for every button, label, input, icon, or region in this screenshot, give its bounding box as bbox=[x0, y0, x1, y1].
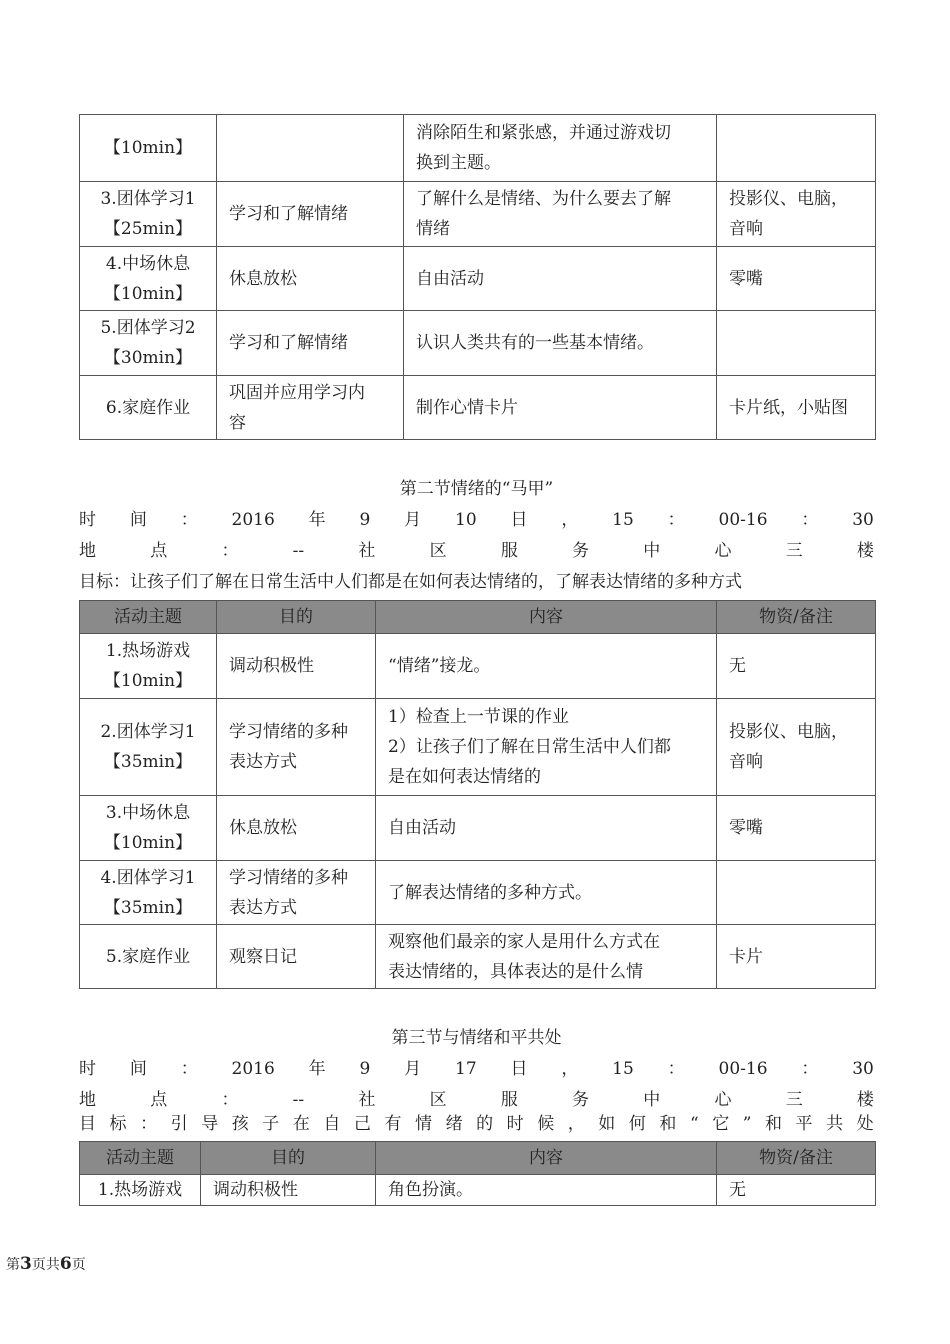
table-row bbox=[80, 861, 876, 925]
info-token: 年 bbox=[308, 1059, 326, 1079]
footer-middle: 页共 bbox=[31, 1257, 60, 1273]
info-token: 标 bbox=[109, 1114, 127, 1134]
purpose-cell bbox=[217, 182, 404, 247]
content-cell-line: 表达情绪的，具体表达的是什么情 bbox=[388, 961, 643, 982]
notes-cell-line: 卡片 bbox=[729, 946, 763, 967]
content-cell bbox=[376, 796, 717, 861]
info-token: 绪 bbox=[445, 1114, 463, 1134]
info-token: 中 bbox=[643, 541, 661, 561]
column-header: 物资/备注 bbox=[717, 601, 876, 634]
info-token: 何 bbox=[628, 1114, 646, 1134]
theme-cell bbox=[80, 861, 217, 925]
purpose-cell-line: 学习和了解情绪 bbox=[229, 333, 348, 353]
column-header: 内容 bbox=[376, 601, 717, 634]
column-header: 活动主题 bbox=[80, 1142, 201, 1175]
section2-place bbox=[79, 540, 874, 562]
purpose-cell-line: 学习情绪的多种 bbox=[229, 867, 348, 888]
section3-goal bbox=[79, 1113, 874, 1135]
theme-cell bbox=[80, 182, 217, 247]
content-cell-line: 观察他们最亲的家人是用什么方式在 bbox=[388, 931, 660, 952]
info-token: 和 bbox=[659, 1114, 677, 1134]
info-token: 有 bbox=[384, 1114, 402, 1134]
table-row bbox=[80, 634, 876, 699]
info-token: 三 bbox=[785, 1090, 803, 1110]
notes-cell bbox=[717, 115, 876, 182]
purpose-cell-line: 休息放松 bbox=[229, 268, 297, 289]
info-token: ” bbox=[742, 1114, 752, 1134]
info-token: 间 bbox=[129, 1059, 147, 1079]
content-cell-line: 自由活动 bbox=[416, 268, 484, 289]
info-token: 区 bbox=[429, 541, 447, 561]
info-token: 自 bbox=[323, 1114, 341, 1134]
content-cell-line: 自由活动 bbox=[388, 818, 456, 838]
info-token: ： bbox=[221, 541, 239, 561]
purpose-cell bbox=[217, 376, 404, 440]
notes-cell bbox=[717, 796, 876, 861]
notes-cell-line: 卡片纸，小贴图 bbox=[729, 397, 848, 418]
content-cell-line: 消除陌生和紧张感，并通过游戏切 bbox=[416, 123, 671, 143]
theme-cell bbox=[80, 115, 217, 182]
info-token: 2016 bbox=[231, 1059, 275, 1079]
info-token: 子 bbox=[262, 1114, 280, 1134]
content-cell-line: “情绪”接龙。 bbox=[388, 656, 491, 676]
theme-cell-line: 6.家庭作业 bbox=[105, 397, 191, 418]
info-token: ： bbox=[180, 510, 198, 530]
column-header: 目的 bbox=[217, 601, 376, 634]
theme-cell-line: 【10min】 bbox=[103, 138, 193, 158]
info-token: ， bbox=[567, 1114, 585, 1134]
notes-cell-line: 投影仪、电脑， bbox=[729, 189, 848, 209]
purpose-cell-line: 巩固并应用学习内 bbox=[229, 382, 365, 403]
column-header: 内容 bbox=[376, 1142, 717, 1175]
purpose-cell bbox=[217, 247, 404, 311]
theme-cell-line: 1.热场游戏 bbox=[97, 1180, 183, 1200]
info-token: 00-16 bbox=[718, 510, 768, 530]
theme-cell-line: 【30min】 bbox=[103, 348, 193, 368]
content-cell bbox=[376, 925, 717, 989]
info-token: 楼 bbox=[856, 541, 874, 561]
info-token: 00-16 bbox=[718, 1059, 768, 1079]
theme-cell-line: 【35min】 bbox=[103, 752, 193, 772]
table-row bbox=[80, 376, 876, 440]
info-token: 30 bbox=[852, 510, 874, 530]
table-row bbox=[80, 1175, 876, 1206]
info-token: 10 bbox=[455, 510, 477, 530]
info-token: 月 bbox=[404, 510, 422, 530]
content-cell-line: 1）检查上一节课的作业 bbox=[388, 707, 569, 727]
info-token: 己 bbox=[353, 1114, 371, 1134]
theme-cell-line: 【10min】 bbox=[103, 671, 193, 691]
info-token: ： bbox=[667, 510, 685, 530]
column-header: 物资/备注 bbox=[717, 1142, 876, 1175]
theme-cell bbox=[80, 634, 217, 699]
theme-cell-line: 3.团体学习1 bbox=[100, 189, 196, 209]
info-token: 时 bbox=[506, 1114, 524, 1134]
table-row bbox=[80, 115, 876, 182]
info-token: 15 bbox=[612, 1059, 634, 1079]
info-token: ： bbox=[667, 1059, 685, 1079]
table-header bbox=[80, 601, 876, 634]
theme-cell bbox=[80, 1175, 201, 1206]
notes-cell-line: 投影仪、电脑， bbox=[729, 722, 848, 742]
purpose-cell bbox=[201, 1175, 376, 1206]
footer-suffix: 页 bbox=[71, 1257, 86, 1273]
info-token: 9 bbox=[359, 510, 371, 530]
column-header: 活动主题 bbox=[80, 601, 217, 634]
info-token: 处 bbox=[856, 1114, 874, 1134]
theme-cell-line: 【10min】 bbox=[103, 283, 193, 304]
purpose-cell bbox=[217, 861, 376, 925]
table-row bbox=[80, 182, 876, 247]
info-token: ， bbox=[561, 1059, 579, 1079]
section2-goal: 目标：让孩子们了解在日常生活中人们都是在如何表达情绪的，了解表达情绪的多种方式 bbox=[79, 572, 742, 592]
notes-cell-line: 零嘴 bbox=[729, 818, 763, 838]
section3-title: 第三节与情绪和平共处 bbox=[391, 1028, 562, 1048]
info-token: 日 bbox=[510, 510, 528, 530]
purpose-cell-line: 调动积极性 bbox=[213, 1180, 298, 1200]
theme-cell-line: 2.团体学习1 bbox=[100, 722, 196, 742]
info-token: ： bbox=[801, 1059, 819, 1079]
purpose-cell-line: 观察日记 bbox=[229, 946, 297, 967]
content-cell-line: 角色扮演。 bbox=[388, 1180, 473, 1200]
page-footer bbox=[6, 1254, 86, 1275]
content-cell bbox=[376, 861, 717, 925]
theme-cell bbox=[80, 796, 217, 861]
info-token: ： bbox=[140, 1114, 158, 1134]
theme-cell-line: 【25min】 bbox=[103, 219, 193, 239]
content-cell bbox=[376, 1175, 717, 1206]
notes-cell bbox=[717, 1175, 876, 1206]
info-token: 时 bbox=[79, 510, 96, 530]
table-row bbox=[80, 311, 876, 376]
content-cell bbox=[404, 247, 717, 311]
content-cell-line: 换到主题。 bbox=[416, 153, 501, 173]
info-token: 月 bbox=[404, 1059, 422, 1079]
notes-cell-line: 音响 bbox=[729, 752, 763, 772]
info-token: 如 bbox=[598, 1114, 616, 1134]
header-row bbox=[80, 601, 876, 634]
notes-cell-line: 音响 bbox=[729, 219, 763, 239]
info-token: 2016 bbox=[231, 510, 275, 530]
purpose-cell bbox=[217, 796, 376, 861]
section3-place bbox=[79, 1089, 874, 1111]
info-token: 17 bbox=[455, 1059, 477, 1079]
theme-cell-line: 4.中场休息 bbox=[105, 253, 191, 274]
info-token: ： bbox=[180, 1059, 198, 1079]
current-page-number: 3 bbox=[20, 1254, 32, 1274]
info-token: -- bbox=[292, 541, 305, 561]
info-token: 候 bbox=[537, 1114, 555, 1134]
notes-cell bbox=[717, 634, 876, 699]
info-token: 楼 bbox=[856, 1090, 874, 1110]
theme-cell-line: 【35min】 bbox=[103, 897, 193, 918]
info-token: 孩 bbox=[231, 1114, 249, 1134]
content-cell-line: 2）让孩子们了解在日常生活中人们都 bbox=[388, 737, 671, 757]
theme-cell-line: 1.热场游戏 bbox=[105, 641, 191, 661]
info-token: 服 bbox=[500, 1090, 518, 1110]
notes-cell-line: 无 bbox=[729, 1180, 746, 1200]
content-cell bbox=[404, 115, 717, 182]
content-cell-line: 是在如何表达情绪的 bbox=[388, 767, 541, 787]
table-row bbox=[80, 247, 876, 311]
info-token: 它 bbox=[712, 1114, 730, 1134]
notes-cell bbox=[717, 182, 876, 247]
info-token: 目 bbox=[79, 1114, 96, 1134]
info-token: 引 bbox=[170, 1114, 188, 1134]
info-token: 共 bbox=[826, 1114, 844, 1134]
footer-prefix: 第 bbox=[6, 1257, 20, 1273]
total-pages-number: 6 bbox=[59, 1254, 72, 1274]
theme-cell bbox=[80, 311, 217, 376]
column-header: 目的 bbox=[201, 1142, 376, 1175]
info-token: 的 bbox=[476, 1114, 494, 1134]
theme-cell bbox=[80, 376, 217, 440]
purpose-cell bbox=[217, 115, 404, 182]
info-token: 情 bbox=[415, 1114, 433, 1134]
notes-cell bbox=[717, 699, 876, 796]
info-token: 心 bbox=[714, 541, 732, 561]
info-token: 日 bbox=[510, 1059, 528, 1079]
table-row bbox=[80, 925, 876, 989]
content-cell-line: 认识人类共有的一些基本情绪。 bbox=[416, 333, 654, 353]
purpose-cell-line: 表达方式 bbox=[229, 897, 297, 918]
info-token: 务 bbox=[572, 1090, 590, 1110]
info-token: 9 bbox=[359, 1059, 371, 1079]
info-token: 点 bbox=[150, 541, 168, 561]
content-cell-line: 情绪 bbox=[416, 219, 450, 239]
info-token: 心 bbox=[714, 1090, 732, 1110]
purpose-cell bbox=[217, 311, 404, 376]
theme-cell-line: 5.团体学习2 bbox=[100, 318, 196, 338]
info-token: 平 bbox=[795, 1114, 813, 1134]
notes-cell-line: 零嘴 bbox=[729, 268, 763, 289]
info-token: 时 bbox=[79, 1059, 96, 1079]
info-token: 在 bbox=[292, 1114, 310, 1134]
info-token: 15 bbox=[612, 510, 634, 530]
notes-cell bbox=[717, 861, 876, 925]
info-token: 社 bbox=[358, 1090, 376, 1110]
content-cell bbox=[404, 182, 717, 247]
theme-cell bbox=[80, 247, 217, 311]
info-token: ： bbox=[801, 510, 819, 530]
info-token: 30 bbox=[852, 1059, 874, 1079]
purpose-cell-line: 休息放松 bbox=[229, 818, 297, 838]
info-token: 地 bbox=[79, 541, 96, 561]
info-token: 社 bbox=[358, 541, 376, 561]
info-token: “ bbox=[689, 1114, 699, 1134]
info-token: 点 bbox=[150, 1090, 168, 1110]
purpose-cell bbox=[217, 925, 376, 989]
info-token: -- bbox=[292, 1090, 305, 1110]
section2-title: 第二节情绪的“马甲” bbox=[399, 479, 554, 499]
content-cell bbox=[404, 376, 717, 440]
info-token: 年 bbox=[308, 510, 326, 530]
info-token: 地 bbox=[79, 1090, 96, 1110]
content-cell-line: 制作心情卡片 bbox=[416, 397, 518, 418]
theme-cell-line: 4.团体学习1 bbox=[100, 867, 196, 888]
theme-cell-line: 【10min】 bbox=[103, 833, 193, 853]
info-token: 服 bbox=[500, 541, 518, 561]
notes-cell bbox=[717, 376, 876, 440]
table-row bbox=[80, 796, 876, 861]
purpose-cell-line: 调动积极性 bbox=[229, 656, 314, 676]
section2-time bbox=[79, 509, 874, 531]
table-row bbox=[80, 699, 876, 796]
content-cell bbox=[376, 699, 717, 796]
purpose-cell-line: 学习和了解情绪 bbox=[229, 204, 348, 224]
activity-table-section1 bbox=[79, 114, 876, 440]
info-token: 导 bbox=[201, 1114, 219, 1134]
purpose-cell-line: 学习情绪的多种 bbox=[229, 722, 348, 742]
header-row bbox=[80, 1142, 876, 1175]
purpose-cell-line: 表达方式 bbox=[229, 752, 297, 772]
theme-cell-line: 5.家庭作业 bbox=[105, 946, 191, 967]
content-cell-line: 了解表达情绪的多种方式。 bbox=[388, 882, 592, 903]
info-token: ： bbox=[221, 1090, 239, 1110]
notes-cell-line: 无 bbox=[729, 656, 746, 676]
notes-cell bbox=[717, 247, 876, 311]
content-cell-line: 了解什么是情绪、为什么要去了解 bbox=[416, 189, 671, 209]
notes-cell bbox=[717, 925, 876, 989]
purpose-cell-line: 容 bbox=[229, 412, 246, 433]
content-cell bbox=[404, 311, 717, 376]
purpose-cell bbox=[217, 634, 376, 699]
purpose-cell bbox=[217, 699, 376, 796]
info-token: 中 bbox=[643, 1090, 661, 1110]
activity-table-section3 bbox=[79, 1141, 876, 1206]
activity-table-section2 bbox=[79, 600, 876, 989]
theme-cell bbox=[80, 699, 217, 796]
notes-cell bbox=[717, 311, 876, 376]
info-token: 间 bbox=[129, 510, 147, 530]
info-token: 区 bbox=[429, 1090, 447, 1110]
table-header bbox=[80, 1142, 876, 1175]
info-token: 三 bbox=[785, 541, 803, 561]
theme-cell bbox=[80, 925, 217, 989]
info-token: 和 bbox=[764, 1114, 782, 1134]
content-cell bbox=[376, 634, 717, 699]
section3-time bbox=[79, 1058, 874, 1080]
info-token: 务 bbox=[572, 541, 590, 561]
info-token: ， bbox=[561, 510, 579, 530]
theme-cell-line: 3.中场休息 bbox=[105, 803, 191, 823]
